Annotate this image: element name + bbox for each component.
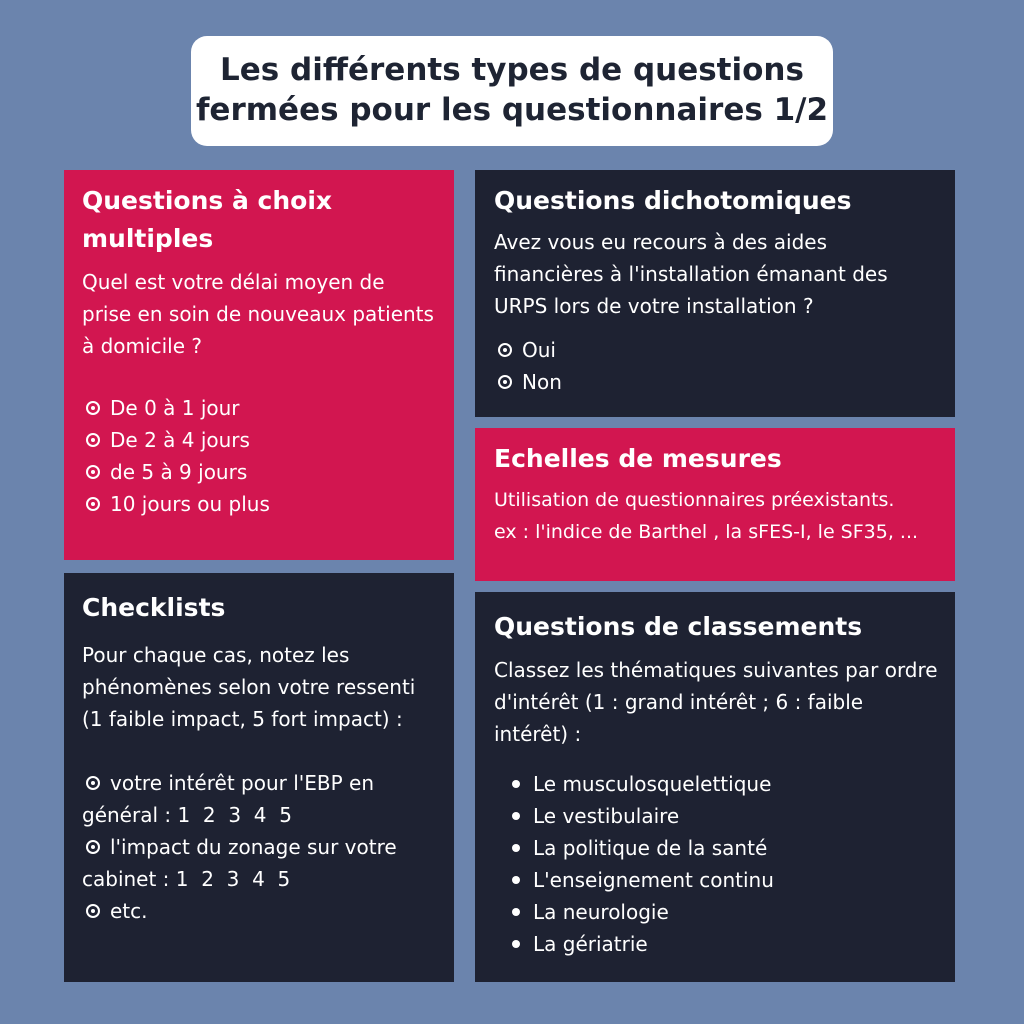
option-item: De 2 à 4 jours xyxy=(82,424,438,456)
ranking-item: La gériatrie xyxy=(494,928,939,960)
radio-icon xyxy=(86,904,100,918)
options-list xyxy=(82,392,438,520)
bullet-icon xyxy=(512,940,520,948)
card-text-line-2: ex : l'indice de Barthel , la sFES-I, le SF35, ... xyxy=(494,521,919,543)
card-intro: Pour chaque cas, notez les phénomènes selon votre ressenti (1 faible impact, 5 fort impact) : xyxy=(82,643,416,731)
card-checklists xyxy=(64,573,454,982)
option-item: Oui xyxy=(494,334,939,366)
card-title: Questions dichotomiques xyxy=(494,186,852,215)
card-title: Questions de classements xyxy=(494,612,863,641)
bullet-icon xyxy=(512,876,520,884)
card-text xyxy=(494,484,947,548)
card-multiple-choice xyxy=(64,170,454,560)
radio-icon xyxy=(498,343,512,357)
checklist-item: etc. xyxy=(82,895,438,927)
ranking-items xyxy=(494,768,939,960)
bullet-icon xyxy=(512,812,520,820)
option-item: Non xyxy=(494,366,939,398)
ranking-item: Le vestibulaire xyxy=(494,800,939,832)
card-question: Quel est votre délai moyen de prise en soin de nouveaux patients à domicile ? xyxy=(82,270,434,358)
ranking-item: La neurologie xyxy=(494,896,939,928)
option-item: 10 jours ou plus xyxy=(82,488,438,520)
bullet-icon xyxy=(512,780,520,788)
checklist-item: votre intérêt pour l'EBP en général : 1 2 3 4 5 xyxy=(82,771,381,827)
radio-icon xyxy=(86,401,100,415)
card-dichotomous xyxy=(475,170,955,417)
radio-icon xyxy=(86,776,100,790)
ranking-item: L'enseignement continu xyxy=(494,864,939,896)
radio-icon xyxy=(86,433,100,447)
ranking-item: La politique de la santé xyxy=(494,832,939,864)
card-ranking xyxy=(475,592,955,982)
page-title xyxy=(191,36,833,146)
card-measurement-scales xyxy=(475,428,955,581)
checklist-items xyxy=(82,767,438,927)
bullet-icon xyxy=(512,844,520,852)
card-text-line-1: Utilisation de questionnaires préexistants. xyxy=(494,489,895,511)
bullet-icon xyxy=(512,908,520,916)
option-item: de 5 à 9 jours xyxy=(82,456,438,488)
card-question: Avez vous eu recours à des aides financières à l'installation émanant des URPS lors de votre installation ? xyxy=(494,230,888,318)
card-title: Echelles de mesures xyxy=(494,444,782,473)
title-line-2: fermées pour les questionnaires 1/2 xyxy=(195,92,829,128)
option-item: De 0 à 1 jour xyxy=(82,392,438,424)
card-title: Questions à choix multiples xyxy=(82,186,333,253)
radio-icon xyxy=(86,840,100,854)
options-list xyxy=(494,334,939,398)
ranking-item: Le musculosquelettique xyxy=(494,768,939,800)
card-title: Checklists xyxy=(82,593,226,622)
radio-icon xyxy=(86,465,100,479)
title-line-1: Les différents types de questions xyxy=(220,52,804,88)
checklist-item: l'impact du zonage sur votre cabinet : 1 2 3 4 5 xyxy=(82,835,404,891)
card-intro: Classez les thématiques suivantes par ordre d'intérêt (1 : grand intérêt ; 6 : faible intérêt) : xyxy=(494,658,938,746)
radio-icon xyxy=(498,375,512,389)
radio-icon xyxy=(86,497,100,511)
